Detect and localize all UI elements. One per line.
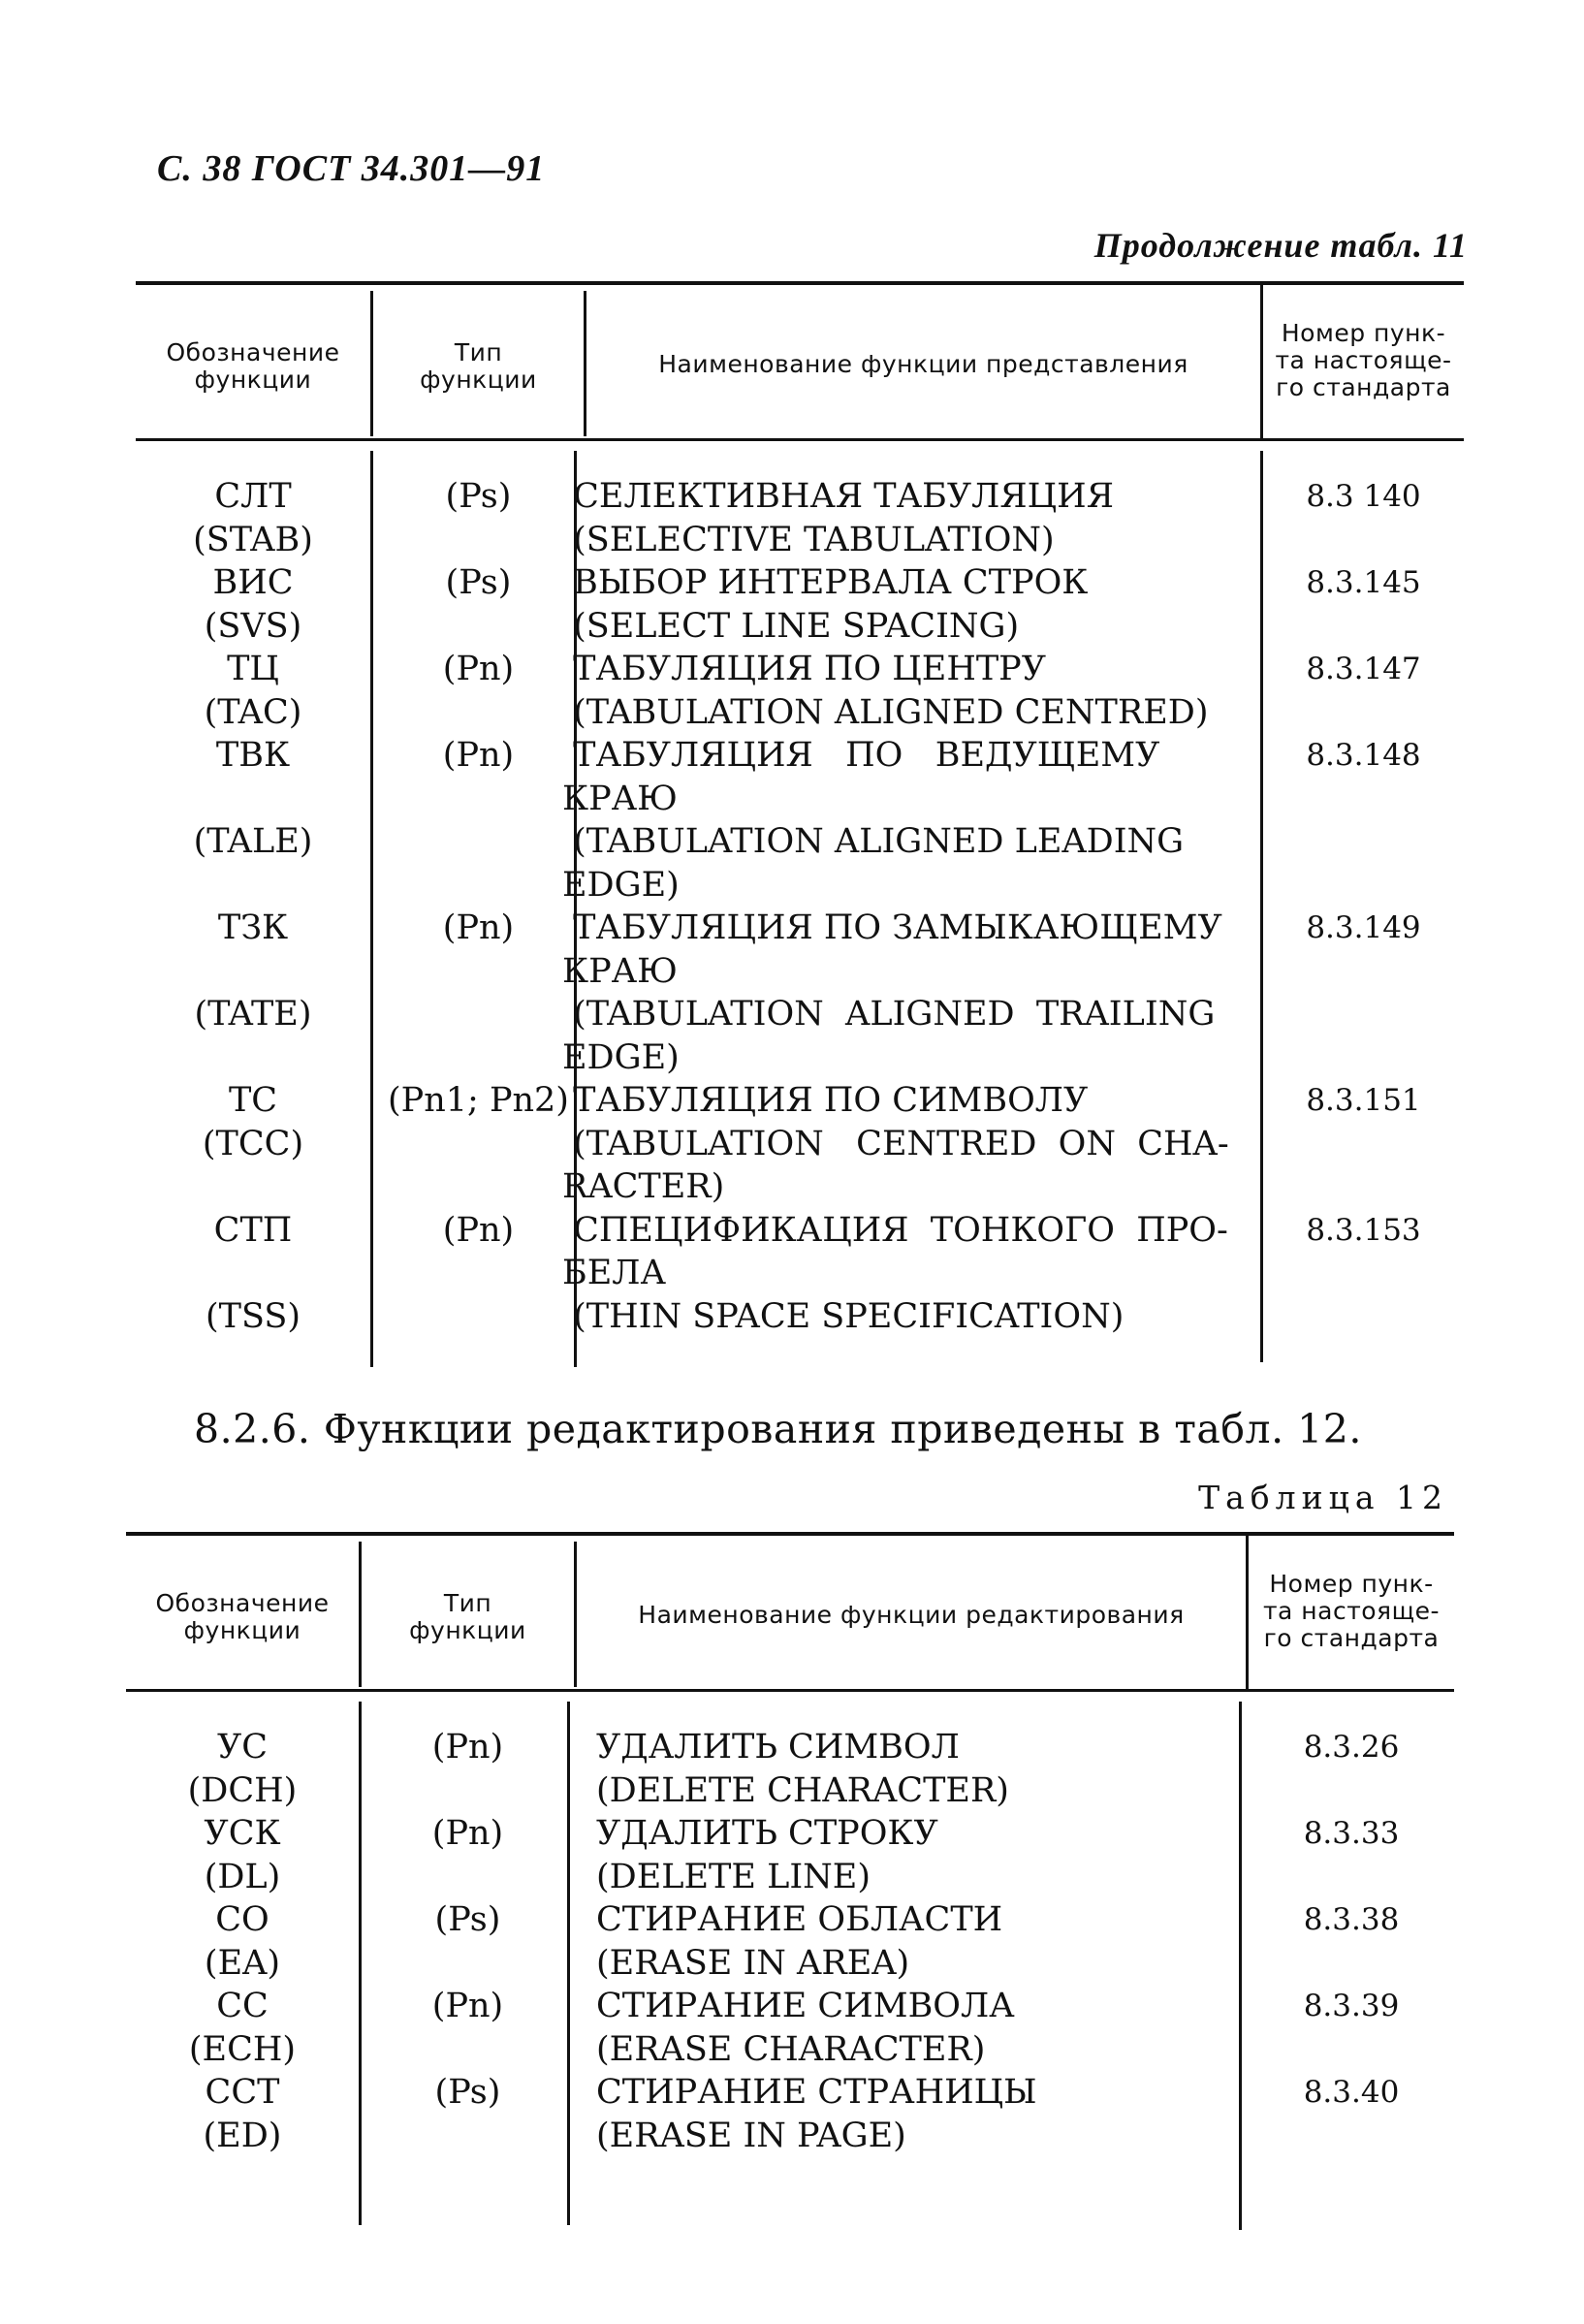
table-11 (136, 281, 1464, 1377)
cell-name: ТАБУЛЯЦИЯ ПО ЗАМЫКАЮЩЕМУ (562, 908, 1222, 947)
cell-name: (TABULATION ALIGNED TRAILING (562, 995, 1216, 1034)
header-designation: Обозначение функции (166, 338, 340, 394)
cell-type: (Pn) (442, 650, 515, 688)
cell-clause: 8.3.145 (1306, 565, 1421, 600)
cell-designation: (TAC) (204, 692, 302, 732)
cell-clause: 8.3.153 (1306, 1212, 1421, 1248)
cell-designation: (ED) (203, 2116, 282, 2155)
cell-name: (ERASE IN AREA) (596, 1943, 910, 1983)
cell-name: (ERASE IN PAGE) (596, 2116, 906, 2155)
cell-clause: 8.3 140 (1306, 479, 1421, 514)
cell-name: (DELETE LINE) (596, 1857, 871, 1896)
column-divider (567, 1702, 570, 2225)
cell-type: (Pn) (431, 1728, 504, 1767)
paragraph-8-2-6: 8.2.6. Функции редактирования приведены в табл. 12. (194, 1406, 1362, 1452)
header-clause: Номер пунк- та настояще- го стандарта (1275, 319, 1452, 401)
cell-name: ТАБУЛЯЦИЯ ПО СИМВОЛУ (562, 1081, 1089, 1120)
cell-name: EDGE) (562, 1037, 680, 1077)
cell-name: СТИРАНИЕ ОБЛАСТИ (596, 1900, 1003, 1939)
table-12 (126, 1532, 1454, 2269)
cell-name: СТИРАНИЕ СТРАНИЦЫ (596, 2073, 1037, 2112)
table-continuation-label: Продолжение табл. 11 (1093, 226, 1468, 265)
cell-designation: ТЗК (217, 908, 289, 947)
cell-designation: (DL) (204, 1857, 281, 1896)
header-type: Тип функции (409, 1589, 526, 1644)
cell-designation: СО (215, 1900, 269, 1939)
cell-name: УДАЛИТЬ СИМВОЛ (596, 1728, 960, 1767)
cell-type: (Pn1; Pn2) (388, 1081, 569, 1120)
cell-clause: 8.3.40 (1303, 2075, 1400, 2110)
table-top-rule (136, 281, 1464, 285)
cell-designation: (SVS) (204, 606, 302, 646)
cell-type: (Pn) (431, 1987, 504, 2025)
cell-name: (SELECTIVE TABULATION) (562, 520, 1055, 559)
cell-designation: (EA) (204, 1943, 281, 1983)
cell-name: (TABULATION CENTRED ON CHA- (562, 1124, 1229, 1163)
cell-designation: СТП (213, 1210, 293, 1250)
cell-name: КРАЮ (562, 779, 678, 818)
cell-designation: УСК (204, 1814, 281, 1853)
cell-name: ТАБУЛЯЦИЯ ПО ЦЕНТРУ (562, 650, 1047, 688)
cell-designation: ССТ (205, 2073, 280, 2112)
cell-name: (SELECT LINE SPACING) (562, 606, 1020, 646)
cell-clause: 8.3.26 (1303, 1730, 1400, 1765)
cell-designation: (STAB) (193, 520, 313, 559)
cell-designation: (TALE) (193, 822, 313, 861)
cell-name: (TABULATION ALIGNED CENTRED) (562, 692, 1209, 732)
cell-designation: (ECH) (188, 2029, 297, 2069)
cell-type: (Pn) (442, 908, 515, 947)
cell-clause: 8.3.38 (1303, 1902, 1400, 1937)
header-clause: Номер пунк- та настояще- го стандарта (1262, 1570, 1441, 1652)
cell-designation: (DCH) (187, 1770, 298, 1810)
header-type: Тип функции (420, 338, 537, 394)
cell-name: EDGE) (562, 865, 680, 905)
cell-name: (DELETE CHARACTER) (596, 1770, 1009, 1810)
cell-name: КРАЮ (562, 951, 678, 991)
cell-name: СПЕЦИФИКАЦИЯ ТОНКОГО ПРО- (562, 1210, 1228, 1250)
cell-designation: УС (216, 1728, 269, 1767)
cell-type: (Pn) (431, 1814, 504, 1853)
table-header-rule (126, 1689, 1454, 1692)
cell-type: (Pn) (442, 1210, 515, 1250)
cell-designation: ВИС (212, 563, 294, 602)
header-name: Наименование функции редактирования (638, 1601, 1185, 1629)
column-divider (359, 1702, 362, 2225)
cell-type: (Ps) (434, 2073, 501, 2112)
header-name: Наименование функции представления (658, 350, 1188, 378)
cell-name: ТАБУЛЯЦИЯ ПО ВЕДУЩЕМУ (562, 736, 1160, 775)
cell-name: (TABULATION ALIGNED LEADING (562, 822, 1185, 861)
cell-name: СТИРАНИЕ СИМВОЛА (596, 1987, 1015, 2025)
cell-clause: 8.3.149 (1306, 910, 1421, 945)
cell-clause: 8.3.33 (1303, 1816, 1400, 1851)
cell-designation: (TSS) (206, 1296, 301, 1336)
header-designation: Обозначение функции (155, 1589, 330, 1644)
page-header: С. 38 ГОСТ 34.301—91 (157, 148, 546, 189)
cell-designation: СЛТ (214, 477, 292, 516)
cell-designation: (TATE) (194, 995, 312, 1034)
cell-designation: ТВК (215, 736, 291, 775)
cell-clause: 8.3.147 (1306, 652, 1421, 686)
cell-name: ВЫБОР ИНТЕРВАЛА СТРОК (562, 563, 1089, 602)
cell-designation: (TCC) (202, 1124, 304, 1163)
cell-type: (Ps) (434, 1900, 501, 1939)
cell-type: (Ps) (445, 477, 512, 516)
cell-name: (ERASE CHARACTER) (596, 2029, 986, 2069)
cell-clause: 8.3.151 (1306, 1083, 1421, 1118)
cell-name: УДАЛИТЬ СТРОКУ (596, 1814, 938, 1853)
cell-name: (THIN SPACE SPECIFICATION) (562, 1296, 1125, 1336)
cell-name: RACTER) (562, 1167, 725, 1206)
table-12-caption: Таблица 12 (1198, 1479, 1448, 1516)
cell-designation: ТС (228, 1081, 278, 1120)
cell-name: СЕЛЕКТИВНАЯ ТАБУЛЯЦИЯ (562, 477, 1114, 516)
table-header-rule (136, 438, 1464, 441)
cell-type: (Pn) (442, 736, 515, 775)
cell-name: БЕЛА (562, 1254, 666, 1292)
cell-designation: СС (216, 1987, 269, 2025)
cell-type: (Ps) (445, 563, 512, 602)
cell-designation: ТЦ (227, 650, 279, 688)
table-top-rule (126, 1532, 1454, 1536)
cell-clause: 8.3.148 (1306, 738, 1421, 773)
cell-clause: 8.3.39 (1303, 1989, 1400, 2023)
